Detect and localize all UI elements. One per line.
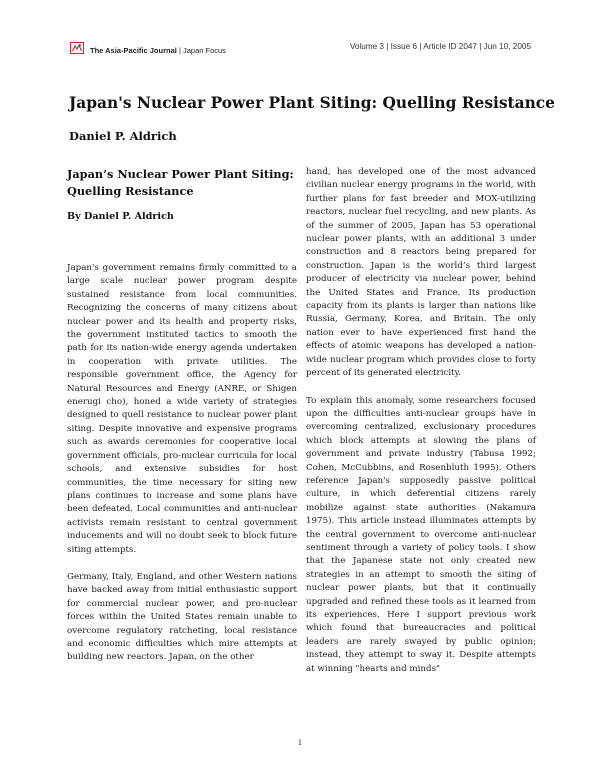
journal-section: Japan Focus	[182, 46, 226, 55]
right-column	[306, 166, 536, 690]
page-number: 1	[297, 738, 303, 747]
body-paragraph: Japan's government remains firmly committed to a large scale nuclear power program despite sustained resistance from local communities. Recognizing the concerns of many citizens about nuclear power and its health and property risks, the government instituted tactics to smooth the path for its nation-wide energy agenda undertaken in cooperation with private utilities. The responsible government office, the Agency for Natural Resources and Energy (ANRE, or Shigen enerugi cho), honed a wide variety of strategies designed to quell resistance to nuclear power plant siting. Despite innovative and expensive programs such as awards ceremonies for cooperative local government officials, pro-nuclear curricula for local schools, and extensive subsidies for host communities, the time necessary for siting new plans continues to increase and some plans have been defeated. Local communities and anti-nuclear activists remain resistant to central government inducements and will no doubt seek to block future siting attempts.	[67, 263, 297, 555]
journal-name	[90, 46, 226, 55]
body-paragraph: Germany, Italy, England, and other Western nations have backed away from initial enthusiastic support for commercial nuclear power, and pro-nuclear forces within the United States remain unable to overcome regulatory ratcheting, local resistance and economic difficulties which mire attempts at building new reactors. Japan, on the other	[67, 571, 297, 663]
article-title: Japan’s Nuclear Power Plant Siting: Quelling Resistance	[67, 167, 294, 198]
left-column	[67, 166, 297, 679]
article-byline: By Daniel P. Aldrich	[67, 211, 174, 222]
document-author: Daniel P. Aldrich	[69, 129, 177, 143]
body-paragraph: hand, has developed one of the most advanced civilian nuclear energy programs in the world, with further plans for fast breeder and MOX-utilizing reactors, nuclear fuel recycling, and new plants. As of the summer of 2005, Japan has 53 operational nuclear power plants, with an additional 3 under construction and 8 reactors being prepared for construction. Japan is the world’s third largest producer of electricity via nuclear power, behind the United States and France. Its production capacity from its plants is larger than nations like Russia, Germany, Korea, and Britain. The only nation ever to have experienced first hand the effects of atomic weapons has developed a nation-wide nuclear program which provides close to forty percent of its generated electricity.	[306, 167, 536, 379]
journal-title: The Asia-Pacific Journal	[90, 46, 177, 55]
body-paragraph: To explain this anomaly, some researchers focused upon the difficulties anti-nuclear groups have in overcoming centralized, exclusionary procedures which block attempts at slowing the plans of government and private industry (Tabusa 1992; Cohen, McCubbins, and Rosenbluth 1995). Others reference Japan's supposedly passive political culture, in which deferential citizens rarely mobilize against state authorities (Nakamura 1975). This article instead illuminates attempts by the central government to overcome anti-nuclear sentiment through a variety of policy tools. I show that the Japanese state not only created new strategies in an attempt to smooth the siting of nuclear power plants, but that it continually upgraded and refined these tools as it learned from its experiences. Here I support previous work which found that bureaucracies and political leaders are rarely swayed by public opinion; instead, they attempt to sway it. Despite attempts at winning "hearts and minds"	[306, 395, 536, 674]
document-title: Japan's Nuclear Power Plant Siting: Quelling Resistance	[69, 94, 555, 112]
journal-logo-icon	[70, 42, 84, 54]
issue-metadata: Volume 3 | Issue 6 | Article ID 2047 | Jun 10, 2005	[349, 42, 531, 51]
journal-separator: |	[178, 46, 181, 55]
